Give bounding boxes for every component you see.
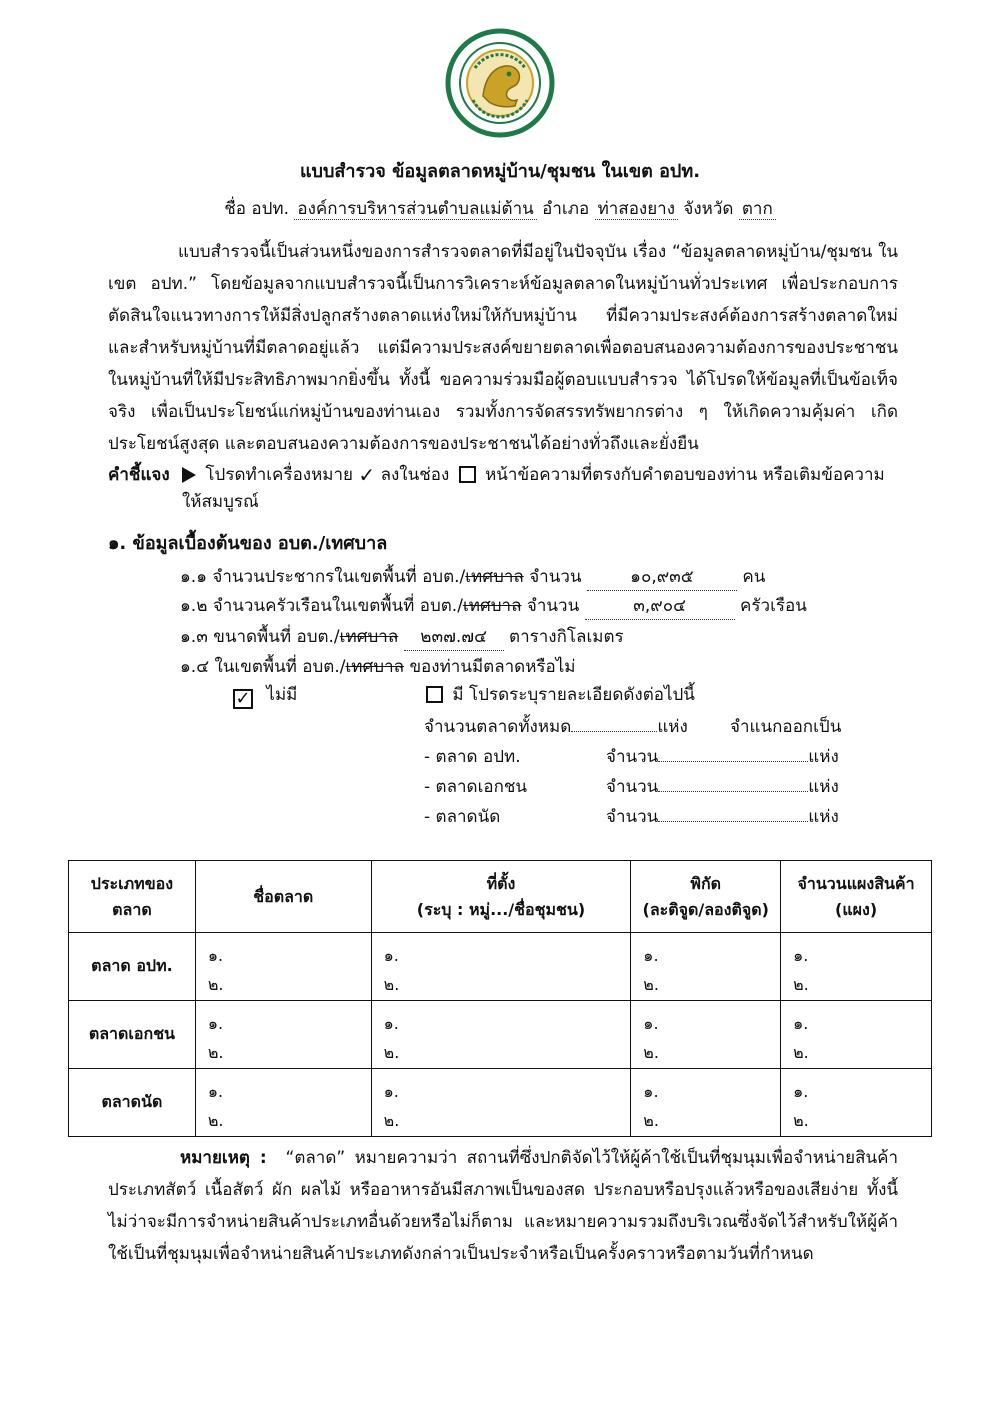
- instructions-part4: ให้สมบูรณ์: [182, 492, 259, 512]
- location-cell[interactable]: ๑. ๒.: [371, 1069, 631, 1137]
- name-cell[interactable]: ๑. ๒.: [195, 1001, 371, 1069]
- unchecked-box-icon[interactable]: [426, 686, 443, 703]
- stalls-cell[interactable]: ๑. ๒.: [781, 933, 932, 1001]
- households-value[interactable]: ๓,๙๐๔: [585, 592, 735, 620]
- instructions-line: [182, 461, 885, 488]
- instructions-part1: โปรดทำเครื่องหมาย: [205, 465, 353, 485]
- table-row: [69, 1069, 932, 1137]
- table-header-row: [69, 861, 932, 933]
- department-seal-icon: [445, 28, 555, 138]
- q1-prefix: ๑.๑ จำนวนประชากรในเขตพื้นที่ อบต./: [180, 567, 466, 587]
- q2-unit: ครัวเรือน: [740, 596, 807, 616]
- district-value: ท่าสองยาง: [595, 199, 678, 220]
- breakdown-count-0: [606, 743, 839, 770]
- org-name: องค์การบริหารส่วนตำบลแม่ต้าน: [294, 199, 536, 220]
- breakdown-count-1: [606, 773, 839, 800]
- note-text: “ตลาด” หมายความว่า สถานที่ซึ่งปกติจัดไว้ให้ผู้ค้าใช้เป็นที่ชุมนุมเพื่อจำหน่ายสินค้าประเภทสัตว์ เนื้อสัตว์ ผัก ผลไม้ หรืออาหารอันมีสภาพเป็นของสด ประกอบหรือปรุงแล้วหรือของเสียง่าย ทั้งนี้ ไม่ว่าจะมีการจำหน่ายสินค้าประเภทอื่นด้วยหรือไม่ก็ตาม และหมายความรวมถึงบริเวณซึ่งจัดไว้สำหรับให้ผู้ค้าใช้เป็นที่ชุมนุมเพื่อจำหน่ายสินค้าประเภทดังกล่าวเป็นประจำหรือเป็นครั้งคราวหรือตามวันที่กำหนด: [108, 1148, 898, 1264]
- q3-struck: เทศบาล: [339, 627, 399, 647]
- count-label: จำนวน: [606, 807, 659, 827]
- coordinates-cell[interactable]: ๑. ๒.: [631, 1001, 781, 1069]
- question-1-3: [180, 623, 624, 651]
- row-type: ตลาด อปท.: [69, 933, 196, 1001]
- count-label: จำนวน: [606, 777, 659, 797]
- split-label: จำแนกออกเป็น: [730, 717, 842, 737]
- header-location: ที่ตั้ง (ระบุ : หมู่.../ชื่อชุมชน): [371, 861, 631, 933]
- instructions-part2: ลงในช่อง: [380, 465, 450, 485]
- breakdown-label-2: - ตลาดนัด: [424, 807, 501, 827]
- header-coordinates: พิกัด (ละติจูด/ลองติจูด): [631, 861, 781, 933]
- row-type: ตลาดนัด: [69, 1069, 196, 1137]
- count-unit: แห่ง: [808, 777, 839, 797]
- instructions-label: คำชี้แจง: [108, 465, 170, 485]
- count-unit: แห่ง: [808, 807, 839, 827]
- province-label: จังหวัด: [683, 199, 734, 219]
- total-unit: แห่ง: [657, 717, 688, 737]
- coordinates-cell[interactable]: ๑. ๒.: [631, 1069, 781, 1137]
- question-1-4: [180, 653, 576, 680]
- district-label: อำเภอ: [542, 199, 590, 219]
- q2-struck: เทศบาล: [462, 596, 522, 616]
- section1-heading: ๑. ข้อมูลเบื้องต้นของ อบต./เทศบาล: [108, 533, 388, 554]
- count-input[interactable]: [658, 761, 808, 762]
- name-cell[interactable]: ๑. ๒.: [195, 933, 371, 1001]
- header-name: ชื่อตลาด: [195, 861, 371, 933]
- stalls-cell[interactable]: ๑. ๒.: [781, 1001, 932, 1069]
- location-cell[interactable]: ๑. ๒.: [371, 933, 631, 1001]
- province-value: ตาก: [739, 199, 776, 220]
- population-value[interactable]: ๑๐,๙๓๕: [587, 563, 737, 591]
- total-label: จำนวนตลาดทั้งหมด: [424, 717, 572, 737]
- organization-line: [0, 195, 1000, 222]
- stalls-cell[interactable]: ๑. ๒.: [781, 1069, 932, 1137]
- question-1-1: [180, 563, 765, 591]
- q3-unit: ตารางกิโลเมตร: [509, 627, 624, 647]
- total-input[interactable]: [571, 731, 657, 732]
- page-title: แบบสำรวจ ข้อมูลตลาดหมู่บ้าน/ชุมชน ในเขต อปท.: [299, 161, 701, 182]
- market-table: [68, 860, 932, 1137]
- total-markets-line: [424, 713, 688, 740]
- option-yes-label: มี โปรดระบุรายละเอียดดังต่อไปนี้: [452, 685, 695, 705]
- header-type: ประเภทของ ตลาด: [69, 861, 196, 933]
- checked-box-icon[interactable]: ✓: [233, 689, 253, 709]
- option-has-market[interactable]: [426, 681, 695, 708]
- q4-prefix: ๑.๔ ในเขตพื้นที่ อบต./: [180, 657, 346, 677]
- q1-struck: เทศบาล: [465, 567, 524, 587]
- question-1-2: [180, 592, 807, 620]
- option-no-label: ไม่มี: [266, 685, 298, 705]
- q2-mid: จำนวน: [526, 596, 580, 616]
- row-type: ตลาดเอกชน: [69, 1001, 196, 1069]
- note-paragraph: [108, 1142, 898, 1270]
- org-prefix: ชื่อ อปท.: [224, 199, 289, 219]
- q4-struck: เทศบาล: [345, 657, 405, 677]
- name-cell[interactable]: ๑. ๒.: [195, 1069, 371, 1137]
- count-unit: แห่ง: [808, 747, 839, 767]
- count-label: จำนวน: [606, 747, 659, 767]
- location-cell[interactable]: ๑. ๒.: [371, 1001, 631, 1069]
- empty-box-icon: [459, 466, 476, 483]
- table-row: [69, 933, 932, 1001]
- q2-prefix: ๑.๒ จำนวนครัวเรือนในเขตพื้นที่ อบต./: [180, 596, 463, 616]
- breakdown-label-0: - ตลาด อปท.: [424, 747, 521, 767]
- breakdown-label-1: - ตลาดเอกชน: [424, 777, 528, 797]
- checkmark-icon: ✓: [358, 463, 376, 487]
- q1-unit: คน: [742, 567, 766, 587]
- instructions-part3: หน้าข้อความที่ตรงกับคำตอบของท่าน หรือเติมข้อความ: [485, 465, 885, 485]
- count-input[interactable]: [658, 791, 808, 792]
- header-stalls: จำนวนแผงสินค้า (แผง): [781, 861, 932, 933]
- q1-mid: จำนวน: [529, 567, 582, 587]
- area-value[interactable]: ๒๓๗.๗๔: [404, 623, 504, 651]
- q3-prefix: ๑.๓ ขนาดพื้นที่ อบต./: [180, 627, 340, 647]
- option-no-market[interactable]: [233, 681, 297, 709]
- table-row: [69, 1001, 932, 1069]
- coordinates-cell[interactable]: ๑. ๒.: [631, 933, 781, 1001]
- breakdown-count-2: [606, 803, 839, 830]
- q4-suffix: ของท่านมีตลาดหรือไม่: [409, 657, 576, 677]
- arrow-right-icon: [182, 467, 196, 483]
- count-input[interactable]: [658, 821, 808, 822]
- intro-paragraph: แบบสำรวจนี้เป็นส่วนหนึ่งของการสำรวจตลาดที่มีอยู่ในปัจจุบัน เรื่อง “ข้อมูลตลาดหมู่บ้าน/ชุมชน ในเขต อปท.” โดยข้อมูลจากแบบสำรวจนี้เป็นการวิเคราะห์ข้อมูลตลาดในหมู่บ้านทั่วประเทศ เพื่อประกอบการตัดสินใจแนวทางการให้มีสิ่งปลูกสร้างตลาดแห่งใหม่ให้กับหมู่บ้าน ที่มีความประสงค์ต้องการสร้างตลาดใหม่ และสำหรับหมู่บ้านที่มีตลาดอยู่แล้ว แต่มีความประสงค์ขยายตลาดเพื่อตอบสนองความต้องการของประชาชนในหมู่บ้านที่ให้มีประสิทธิภาพมากยิ่งขึ้น ทั้งนี้ ขอความร่วมมือผู้ตอบแบบสำรวจ ได้โปรดให้ข้อมูลที่เป็นข้อเท็จจริง เพื่อเป็นประโยชน์แก่หมู่บ้านของท่านเอง รวมทั้งการจัดสรรทรัพยากรต่าง ๆ ให้เกิดความคุ้มค่า เกิดประโยชน์สูงสุด และตอบสนองความต้องการของประชาชนได้อย่างทั่วถึงและยั่งยืน: [108, 242, 898, 454]
- note-label: หมายเหตุ :: [180, 1148, 267, 1168]
